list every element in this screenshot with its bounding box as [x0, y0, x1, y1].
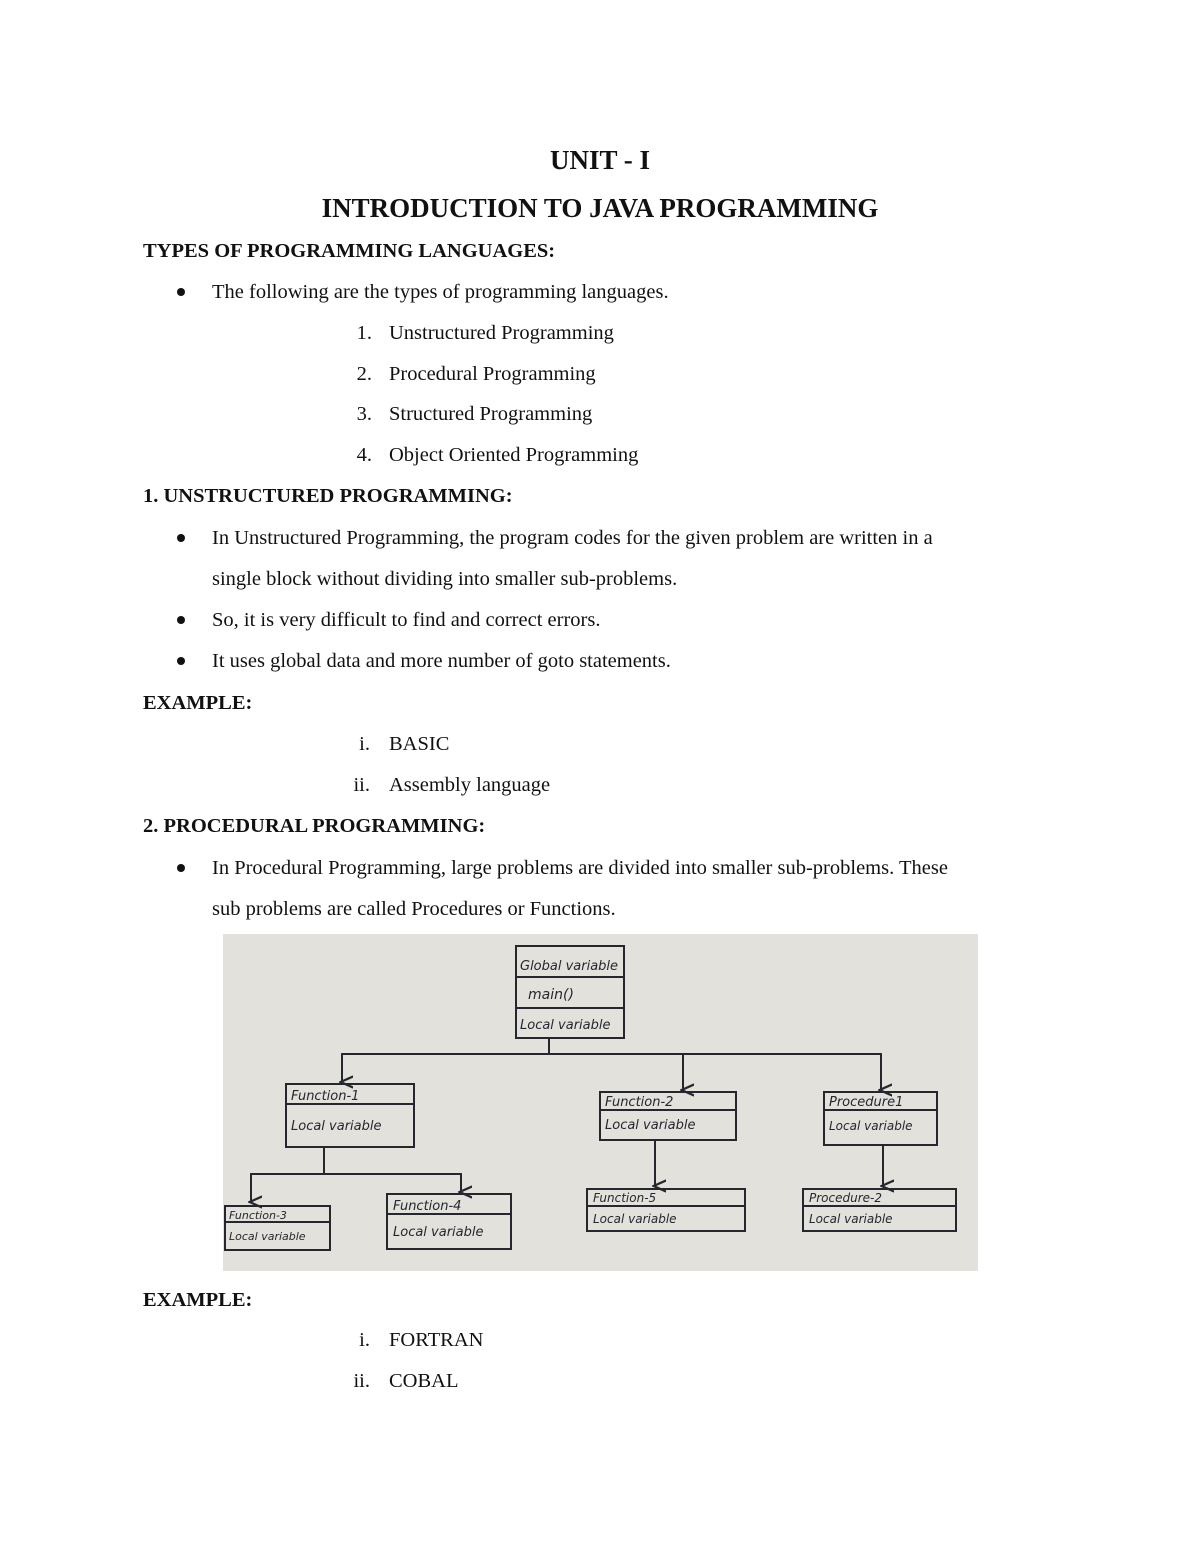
- diagram-label: Procedure-2: [809, 1191, 882, 1205]
- diagram-label: Function-5: [593, 1191, 657, 1205]
- example-heading: EXAMPLE:: [143, 1289, 253, 1311]
- unstructured-bullet-1: In Unstructured Programming, the program codes for the given problem are written in a: [212, 527, 933, 549]
- list-number: 2.: [356, 363, 372, 385]
- unit-title: UNIT - I: [549, 145, 651, 175]
- diagram-label: Function-2: [605, 1095, 674, 1110]
- list-item: Structured Programming: [389, 403, 593, 425]
- diagram-label: Local variable: [229, 1230, 306, 1243]
- diagram-label: Global variable: [520, 959, 619, 974]
- bullet-icon: [177, 616, 185, 624]
- list-item: Unstructured Programming: [389, 322, 614, 344]
- types-intro: The following are the types of programming languages.: [212, 281, 669, 303]
- diagram-label: Local variable: [829, 1119, 913, 1133]
- diagram-label: Local variable: [520, 1018, 611, 1033]
- list-item: COBAL: [389, 1370, 459, 1392]
- diagram-label: Local variable: [291, 1119, 382, 1134]
- procedural-bullet-1-cont: sub problems are called Procedures or Functions.: [212, 898, 616, 920]
- list-item: FORTRAN: [389, 1329, 484, 1351]
- unstructured-bullet-1-cont: single block without dividing into smaller sub-problems.: [212, 568, 678, 590]
- unstructured-bullet-3: It uses global data and more number of goto statements.: [212, 650, 671, 672]
- list-item: BASIC: [389, 733, 450, 755]
- diagram-label: main(): [528, 987, 574, 1003]
- list-item: Assembly language: [389, 774, 551, 796]
- list-number: 4.: [356, 444, 372, 466]
- diagram-label: Function-3: [229, 1209, 287, 1222]
- diagram-label: Local variable: [605, 1118, 696, 1133]
- diagram-label: Procedure1: [829, 1095, 904, 1110]
- bullet-icon: [177, 864, 185, 872]
- diagram-label: Function-4: [393, 1199, 462, 1214]
- list-number: 3.: [356, 403, 372, 425]
- bullet-icon: [177, 657, 185, 665]
- list-item: Object Oriented Programming: [389, 444, 639, 466]
- list-number: ii.: [353, 1370, 370, 1392]
- unstructured-bullet-2: So, it is very difficult to find and correct errors.: [212, 609, 601, 631]
- procedural-diagram-photo: [223, 934, 978, 1271]
- procedural-bullet-1: In Procedural Programming, large problems are divided into smaller sub-problems. These: [212, 857, 948, 879]
- diagram-label: Function-1: [291, 1089, 360, 1104]
- diagram-label: Local variable: [809, 1212, 893, 1226]
- example-heading: EXAMPLE:: [143, 692, 253, 714]
- diagram-label: Local variable: [393, 1225, 484, 1240]
- list-number: ii.: [353, 774, 370, 796]
- list-number: i.: [359, 1329, 370, 1351]
- bullet-icon: [177, 288, 185, 296]
- procedural-heading: 2. PROCEDURAL PROGRAMMING:: [143, 815, 486, 837]
- types-heading: TYPES OF PROGRAMMING LANGUAGES:: [143, 240, 556, 262]
- list-number: 1.: [356, 322, 372, 344]
- chapter-title: INTRODUCTION TO JAVA PROGRAMMING: [321, 193, 879, 223]
- list-number: i.: [359, 733, 370, 755]
- bullet-icon: [177, 534, 185, 542]
- diagram-label: Local variable: [593, 1212, 677, 1226]
- list-item: Procedural Programming: [389, 363, 596, 385]
- unstructured-heading: 1. UNSTRUCTURED PROGRAMMING:: [143, 485, 513, 507]
